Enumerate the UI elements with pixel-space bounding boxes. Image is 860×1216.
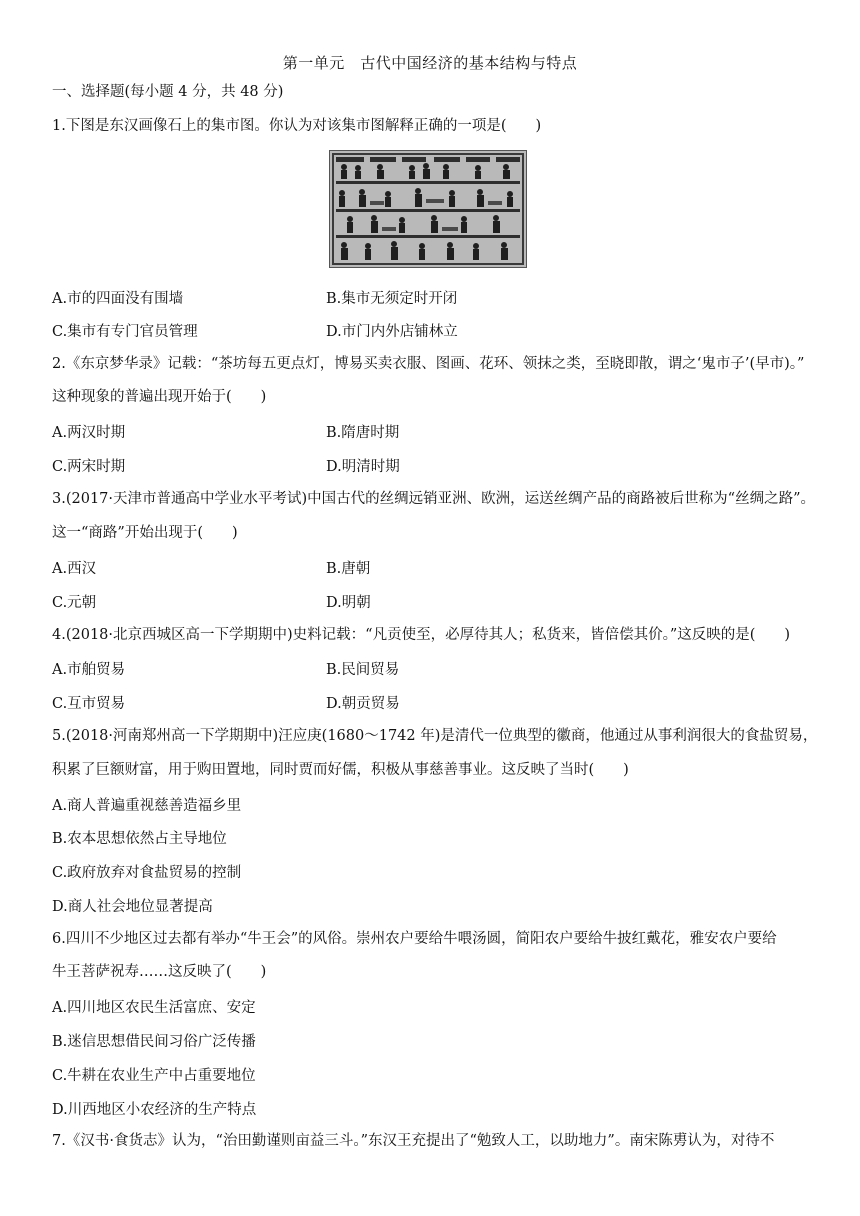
q4-option-b: B.民间贸易 bbox=[326, 662, 400, 678]
q5-option-b: B.农本思想依然占主导地位 bbox=[52, 831, 227, 847]
question-4-stem: 4.(2018·北京西城区高一下学期期中)史料记载：“凡贡使至，必厚待其人；私货来，皆倍偿其价。”这反映的是( ) bbox=[52, 627, 791, 643]
question-5-stem-line1: 5.(2018·河南郑州高一下学期期中)汪应庚(1680～1742 年)是清代一位典型的徽商，他通过从事利润很大的食盐贸易， bbox=[52, 728, 818, 744]
unit-title: 第一单元 古代中国经济的基本结构与特点 bbox=[282, 54, 578, 72]
q4-option-d: D.朝贡贸易 bbox=[326, 696, 400, 712]
q6-option-c: C.牛耕在农业生产中占重要地位 bbox=[52, 1068, 256, 1084]
q4-option-a: A.市舶贸易 bbox=[52, 662, 126, 678]
q4-option-c: C.互市贸易 bbox=[52, 696, 126, 712]
question-1-stem: 1.下图是东汉画像石上的集市图。你认为对该集市图解释正确的一项是( ) bbox=[52, 118, 542, 134]
q3-option-c: C.元朝 bbox=[52, 595, 97, 611]
question-7-stem-line1: 7.《汉书·食货志》认为，“治田勤谨则亩益三斗。”东汉王充提出了“勉致人工，以助地力”。南宋陈旉认为，对待不 bbox=[52, 1133, 775, 1149]
q2-option-d: D.明清时期 bbox=[326, 459, 400, 475]
question-2-stem-line2: 这种现象的普遍出现开始于( ) bbox=[52, 389, 267, 405]
section-heading: 一、选择题(每小题 4 分，共 48 分) bbox=[52, 84, 284, 100]
q1-option-b: B.集市无须定时开闭 bbox=[326, 291, 458, 307]
question-6-stem-line2: 牛王菩萨祝寿……这反映了( ) bbox=[52, 964, 267, 980]
q3-option-d: D.明朝 bbox=[326, 595, 371, 611]
q6-option-d: D.川西地区小农经济的生产特点 bbox=[52, 1102, 257, 1118]
q5-option-a: A.商人普遍重视慈善造福乡里 bbox=[52, 798, 242, 814]
q2-option-b: B.隋唐时期 bbox=[326, 425, 400, 441]
q1-option-d: D.市门内外店铺林立 bbox=[326, 324, 458, 340]
q1-option-c: C.集市有专门官员管理 bbox=[52, 324, 198, 340]
q2-option-a: A.两汉时期 bbox=[52, 425, 126, 441]
market-relief-drawing bbox=[330, 151, 526, 267]
question-3-stem-line1: 3.(2017·天津市普通高中学业水平考试)中国古代的丝绸远销亚洲、欧洲，运送丝绸产品的商路被后世称为“丝绸之路”。 bbox=[52, 491, 815, 507]
question-3-stem-line2: 这一“商路”开始出现于( ) bbox=[52, 525, 238, 541]
q6-option-b: B.迷信思想借民间习俗广泛传播 bbox=[52, 1034, 256, 1050]
question-6-stem-line1: 6.四川不少地区过去都有举办“牛王会”的风俗。崇州农户要给牛喂汤圆，简阳农户要给牛披红戴花，雅安农户要给 bbox=[52, 931, 777, 947]
q6-option-a: A.四川地区农民生活富庶、安定 bbox=[52, 1000, 256, 1016]
question-2-stem-line1: 2.《东京梦华录》记载：“茶坊每五更点灯，博易买卖衣服、图画、花环、领抹之类，至晓即散，谓之‘鬼市子’(早市)。” bbox=[52, 356, 805, 372]
q3-option-a: A.西汉 bbox=[52, 561, 97, 577]
q2-option-c: C.两宋时期 bbox=[52, 459, 126, 475]
q1-option-a: A.市的四面没有围墙 bbox=[52, 291, 184, 307]
q3-option-b: B.唐朝 bbox=[326, 561, 371, 577]
q5-option-d: D.商人社会地位显著提高 bbox=[52, 899, 213, 915]
q5-option-c: C.政府放弃对食盐贸易的控制 bbox=[52, 865, 242, 881]
question-5-stem-line2: 积累了巨额财富，用于购田置地，同时贾而好儒，积极从事慈善事业。这反映了当时( ) bbox=[52, 762, 629, 778]
han-stone-relief-market-image bbox=[329, 150, 527, 268]
